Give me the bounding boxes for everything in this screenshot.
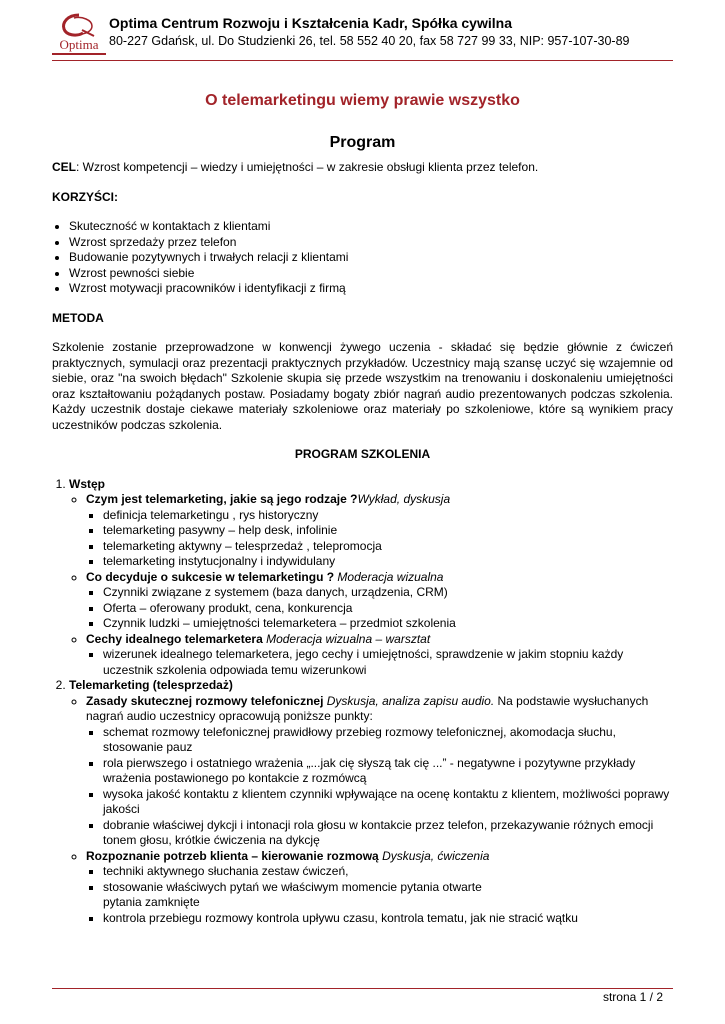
subtopic-item: ▪ Czynniki związane z systemem (baza danych, urządzenia, CRM) [103,585,673,601]
benefit-item: • Wzrost pewności siebie [69,266,673,282]
benefits-list [52,219,673,297]
topic-item [86,570,673,632]
subtopic-item: ▪ stosowanie właściwych pytań we właściwym momencie pytania otwarte pytania zamknięte [103,880,673,911]
module-title: Telemarketing (telesprzedaż) [69,678,233,692]
subtopic-item: ▪ schemat rozmowy telefonicznej prawidłowy przebieg rozmowy telefonicznej, akomodacja słuchu, stosowanie pauz [103,725,673,756]
topic-list [69,492,673,678]
document-title: O telemarketingu wiemy prawie wszystko [205,92,520,109]
subtopic-list [86,585,673,632]
subtopic-item: ▪ rola pierwszego i ostatniego wrażenia „...jak cię słyszą tak cię ...” - negatywne i pozytywne przykłady wrażenia postawionego po kontakcie z rozmówcą [103,756,673,787]
logo-swoosh-icon [52,12,106,38]
logo-underline [52,53,106,55]
method-paragraph: Szkolenie zostanie przeprowadzone w konwencji żywego uczenia - składać się będzie głównie z ćwiczeń praktycznych, symulacji oraz prezentacji praktycznych przykładów. Uczestnicy mają szansę uczyć się wzajemnie od siebie, oraz "na swoich błędach" Szkolenie skupia się przede wszystkim na trenowaniu i doskonaleniu umiejętności oraz kształtowaniu pożądanych postaw. Posiadamy bogaty zbiór nagrań audio prezentowanych podczas szkolenia. Każdy uczestnik dostaje ciekawe materiały szkoleniowe oraz materiały po szkoleniowe, które są wynikiem pracy uczestników podczas szkolenia. [52,340,673,432]
program-heading: PROGRAM SZKOLENIA [294,447,431,461]
topic-form: Moderacja wizualna – warsztat [262,631,431,646]
subtopic-item: ▪ telemarketing instytucjonalny i indywidulany [103,554,673,570]
subtopic-list [86,725,673,849]
benefit-item: • Skuteczność w kontaktach z klientami [69,219,673,235]
topic-item [86,694,673,849]
topic-form: Moderacja wizualna [334,569,444,584]
subtopic-item: ▪ telemarketing pasywny – help desk, infolinie [103,523,673,539]
document-body [52,93,673,926]
benefits-label: KORZYŚCI [52,189,115,204]
subtopic-item: ▪ dobranie właściwej dykcji i intonacji rola głosu w kontakcie przez telefon, przekazywanie różnych emocji tonem głosu, krótkie ćwiczenia na dykcję [103,818,673,849]
topic-title: Rozpoznanie potrzeb klienta – kierowanie rozmową [86,848,379,863]
topic-title: Czym jest telemarketing, jakie są jego rodzaje ? [86,492,358,506]
program-list [52,477,673,927]
topic-title: Cechy idealnego telemarketera [86,631,263,646]
module-title: Wstęp [69,476,105,491]
benefits-colon: : [114,189,119,204]
topic-item [86,849,673,927]
subtopic-list [86,647,673,678]
topic-list [69,694,673,927]
goal-label: CEL [52,160,76,174]
topic-form: Dyskusja, ćwiczenia [378,848,490,863]
topic-item [86,632,673,679]
letterhead [52,12,673,56]
logo-text: Optima [59,37,99,52]
goal-paragraph [52,160,673,176]
footer-rule [52,988,673,989]
subtopic-item: ▪ kontrola przebiegu rozmowy kontrola upływu czasu, kontrola tematu, jak nie stracić wątku [103,911,673,927]
benefit-item: • Wzrost sprzedaży przez telefon [69,235,673,251]
section-heading: Program [329,133,396,151]
page-number: strona 1 / 2 [602,990,663,1004]
topic-form: Wykład, dyskusja [357,492,451,506]
subtopic-item: ▪ wizerunek idealnego telemarketera, jego cechy i umiejętności, sprawdzenie w jakim stopniu każdy uczestnik szkolenia odpowiada temu wizerunkowi [103,647,673,678]
module-item [69,477,673,679]
subtopic-item: ▪ Oferta – oferowany produkt, cena, konkurencja [103,601,673,617]
header-rule [52,60,673,61]
goal-text: : Wzrost kompetencji – wiedzy i umiejętności – w zakresie obsługi klienta przez telefon. [76,160,539,174]
topic-note: Na podstawie wysłuchanych nagrań audio uczestnicy opracowują poniższe punkty: [86,693,649,723]
topic-title: Co decyduje o sukcesie w telemarketingu ? [86,569,335,584]
topic-title: Zasady skutecznej rozmowy telefonicznej [86,693,324,708]
company-name: Optima Centrum Rozwoju i Kształcenia Kadr, Spółka cywilna [109,15,512,31]
optima-logo [52,12,106,56]
subtopic-list [86,508,673,570]
topic-item [86,492,673,570]
company-address: 80-227 Gdańsk, ul. Do Studzienki 26, tel. 58 552 40 20, fax 58 727 99 33, NIP: 957-107-30-89 [109,34,630,48]
subtopic-list [86,864,673,926]
benefits-heading [52,190,673,206]
method-heading: METODA [52,310,104,325]
subtopic-item: ▪ definicja telemarketingu , rys historyczny [103,508,673,524]
subtopic-item: ▪ wysoka jakość kontaktu z klientem czynniki wpływające na ocenę kontaktu z klientem, możliwości poprawy jakości [103,787,673,818]
module-item [69,678,673,926]
topic-form: Dyskusja, analiza zapisu audio. [323,693,495,708]
subtopic-item: ▪ Czynnik ludzki – umiejętności telemarketera – przedmiot szkolenia [103,616,673,632]
subtopic-item: ▪ telemarketing aktywny – telesprzedaż , telepromocja [103,539,673,555]
benefit-item: • Wzrost motywacji pracowników i identyfikacji z firmą [69,281,673,297]
subtopic-item: ▪ techniki aktywnego słuchania zestaw ćwiczeń, [103,864,673,880]
benefit-item: • Budowanie pozytywnych i trwałych relacji z klientami [69,250,673,266]
